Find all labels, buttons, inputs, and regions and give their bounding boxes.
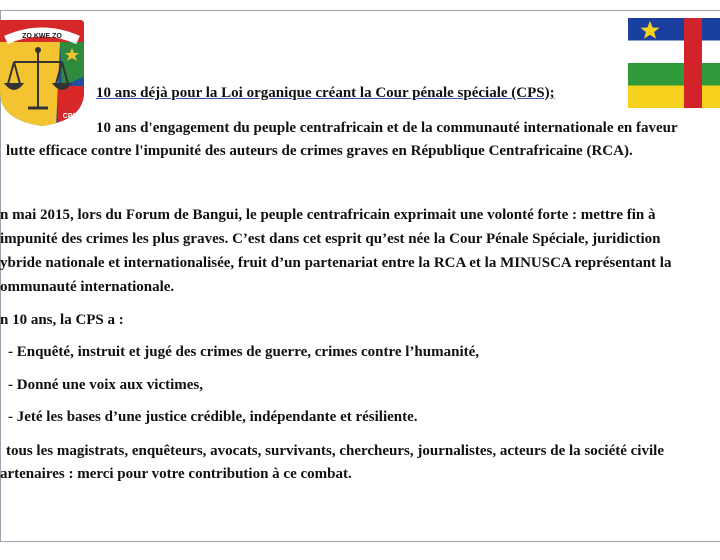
achievement-item: - Jeté les bases d’une justice crédible, indépendante et résiliente. [8, 409, 418, 425]
flag-yellow-stripe [628, 86, 720, 109]
cps-logo [0, 16, 86, 128]
intro-line-4: ommunauté internationale. [0, 279, 175, 295]
intro-line-1: n mai 2015, lors du Forum de Bangui, le peuple centrafricain exprimait une volonté forte : mettre fin à [0, 207, 656, 223]
achievements-heading: n 10 ans, la CPS a : [0, 312, 124, 328]
achievement-item: - Donné une voix aux victimes, [8, 377, 203, 393]
flag-blue-stripe [628, 18, 720, 41]
intro-line-3: ybride nationale et internationalisée, fruit d’un partenariat entre la RCA et la MINUSCA représentant la [0, 255, 672, 271]
flag-red-band [684, 18, 702, 108]
car-flag [628, 18, 720, 108]
header-line-2: 10 ans d'engagement du peuple centrafricain et de la communauté internationale en faveur [96, 120, 678, 136]
flag-green-stripe [628, 63, 720, 86]
intro-line-2: impunité des crimes les plus graves. C’est dans cet esprit qu’est née la Cour Pénale Spéciale, juridiction [0, 231, 661, 247]
achievement-item: - Enquêté, instruit et jugé des crimes de guerre, crimes contre l’humanité, [8, 344, 480, 360]
flag-white-stripe [628, 41, 720, 64]
header-line-1: 10 ans déjà pour la Loi organique créant la Cour pénale spéciale (CPS); [96, 85, 555, 101]
thanks-line-2: artenaires : merci pour votre contribution à ce combat. [0, 466, 352, 482]
thanks-line-1: tous les magistrats, enquêteurs, avocats, survivants, chercheurs, journalistes, acteurs de la société civile [6, 443, 664, 459]
logo-abbr: CPS [62, 113, 78, 120]
logo-red-corner [58, 86, 86, 128]
logo-motto: ZO KWE ZO [22, 33, 62, 40]
header-line-3: lutte efficace contre l'impunité des auteurs de crimes graves en République Centrafricaine (RCA). [6, 143, 633, 159]
